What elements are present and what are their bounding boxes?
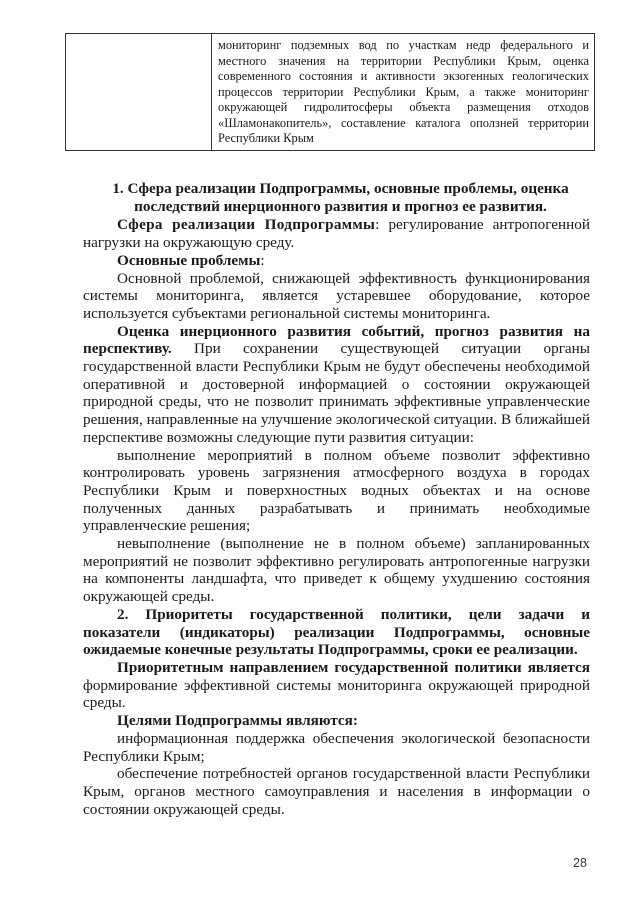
table-cell-text bbox=[212, 34, 595, 151]
path1-paragraph: выполнение мероприятий в полном объеме позволит эффективно контролировать уровень загрязнения атмосферного воздуха в городах Республики Крым и поверхностных водных объектах и на основе полученных данных разрабатывать и принимать необходимые управленческие решения; bbox=[83, 446, 590, 535]
goal2-paragraph: обеспечение потребностей органов государственной власти Республики Крым, органов местного самоуправления и населения в информации о состоянии окружающей среды. bbox=[83, 765, 590, 818]
goals-heading: Целями Подпрограммы являются: bbox=[117, 712, 358, 730]
assessment-text: При сохранении существующей ситуации органы государственной власти Республики Крым не будут обеспечены необходимой оперативной и достоверной информацией о состоянии окружающей природной среды, что не позволит принимать эффективные управленческие решения, направленные на улучшение экологической ситуации. В ближайшей перспективе возможны следующие пути развития ситуации: bbox=[83, 340, 590, 446]
sphere-paragraph bbox=[83, 216, 590, 251]
problems-label: Основные проблемы bbox=[117, 251, 261, 269]
document-body bbox=[83, 180, 590, 818]
problems-heading bbox=[83, 252, 590, 270]
priority-paragraph bbox=[83, 659, 590, 712]
priority-label: Приоритетным направлением государственной политики является bbox=[117, 658, 590, 676]
table-cell-empty bbox=[66, 34, 212, 151]
sphere-text: : регулирование антропогенной нагрузки на окружающую среду. bbox=[83, 216, 590, 252]
continuation-table bbox=[65, 33, 595, 151]
assessment-paragraph bbox=[83, 323, 590, 447]
goal1-paragraph: информационная поддержка обеспечения экологической безопасности Республики Крым; bbox=[83, 729, 590, 765]
problems-paragraph: Основной проблемой, снижающей эффективность функционирования системы мониторинга, является устаревшее оборудование, которое используется субъектами региональной системы мониторинга. bbox=[83, 269, 590, 322]
priority-text: формирование эффективной системы мониторинга окружающей природной среды. bbox=[83, 676, 590, 712]
path2-paragraph: невыполнение (выполнение не в полном объеме) запланированных мероприятий не позволит эффективно регулировать антропогенные нагрузки на компоненты ландшафта, что приведет к общему ухудшению состояния окружающей среды. bbox=[83, 535, 590, 606]
assessment-label: Оценка инерционного развития событий, прогноз развития на перспективу. bbox=[83, 322, 590, 358]
problems-colon: : bbox=[260, 251, 265, 269]
section2-heading: 2. Приоритеты государственной политики, цели задачи и показатели (индикаторы) реализации Подпрограммы, основные ожидаемые конечные результаты Подпрограммы, сроки ее реализации. bbox=[83, 605, 590, 659]
page-number: 28 bbox=[573, 856, 587, 870]
table-row bbox=[66, 34, 595, 151]
sphere-label: Сфера реализации Подпрограммы bbox=[117, 216, 376, 234]
table-cell-content: мониторинг подземных вод по участкам недр федерального и местного значения на территории Республики Крым, оценка современного состояния и активности экзогенных геологических процессов территории Республики Крым, а также мониторинг окружающей гидролитосферы объекта размещения отходов «Шламонакопитель», составление каталога оползней территории Республики Крым bbox=[218, 38, 589, 145]
section1-heading: 1. Сфера реализации Подпрограммы, основные проблемы, оценка последствий инерционного развития и прогноз ее развития. bbox=[112, 180, 569, 215]
